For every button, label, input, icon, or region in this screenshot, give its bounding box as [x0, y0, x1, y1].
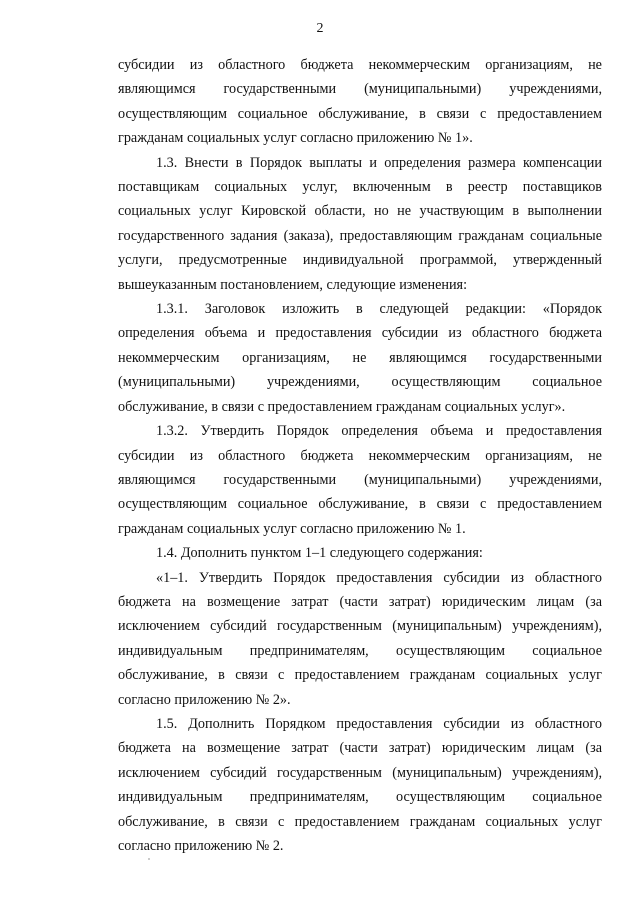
paragraph-1-3-1: 1.3.1. Заголовок изложить в следующей редакции: «Порядок определения объема и предоставления субсидии из областного бюджета некоммерческим организациям, не являющимся государственными (муниципальными) учреждениями, осуществляющим социальное обслуживание, в связи с предоставлением гражданам социальных услуг». [118, 301, 602, 415]
paragraph-1-4: 1.4. Дополнить пунктом 1–1 следующего содержания: [156, 545, 483, 562]
paragraph-continuation: субсидии из областного бюджета некоммерческим организациям, не являющимся государственными (муниципальными) учреждениями, осуществляющим социальное обслуживание, в связи с предоставлением гражданам социальных услуг согласно приложению № 1». [118, 57, 602, 147]
document-body [118, 53, 602, 858]
paragraph-1-3-2: 1.3.2. Утвердить Порядок определения объема и предоставления субсидии из областного бюджета некоммерческим организациям, не являющимся государственными (муниципальными) учреждениями, осуществляющим социальное обслуживание, в связи с предоставлением гражданам социальных услуг согласно приложению № 1. [118, 423, 602, 537]
paragraph-1-1-quote: «1–1. Утвердить Порядок предоставления субсидии из областного бюджета на возмещение затрат (части затрат) юридическим лицам (за исключением субсидий государственным (муниципальным) учреждениям), индивидуальным предпринимателям, осуществляющим социальное обслуживание, в связи с предоставлением гражданам социальных услуг согласно приложению № 2». [118, 569, 602, 708]
page-number: 2 [316, 21, 324, 36]
paragraph-1-3: 1.3. Внести в Порядок выплаты и определения размера компенсации поставщикам социальных услуг, включенным в реестр поставщиков социальных услуг Кировской области, но не участвующим в выполнении государственного задания (заказа), предоставляющим гражданам социальные услуги, предусмотренные индивидуальной программой, утвержденный вышеуказанным постановлением, следующие изменения: [118, 154, 602, 293]
scan-speck [148, 858, 150, 860]
paragraph-1-5: 1.5. Дополнить Порядком предоставления субсидии из областного бюджета на возмещение затрат (части затрат) юридическим лицам (за исключением субсидий государственным (муниципальным) учреждениям), индивидуальным предпринимателям, осуществляющим социальное обслуживание, в связи с предоставлением гражданам социальных услуг согласно приложению № 2. [118, 715, 602, 854]
